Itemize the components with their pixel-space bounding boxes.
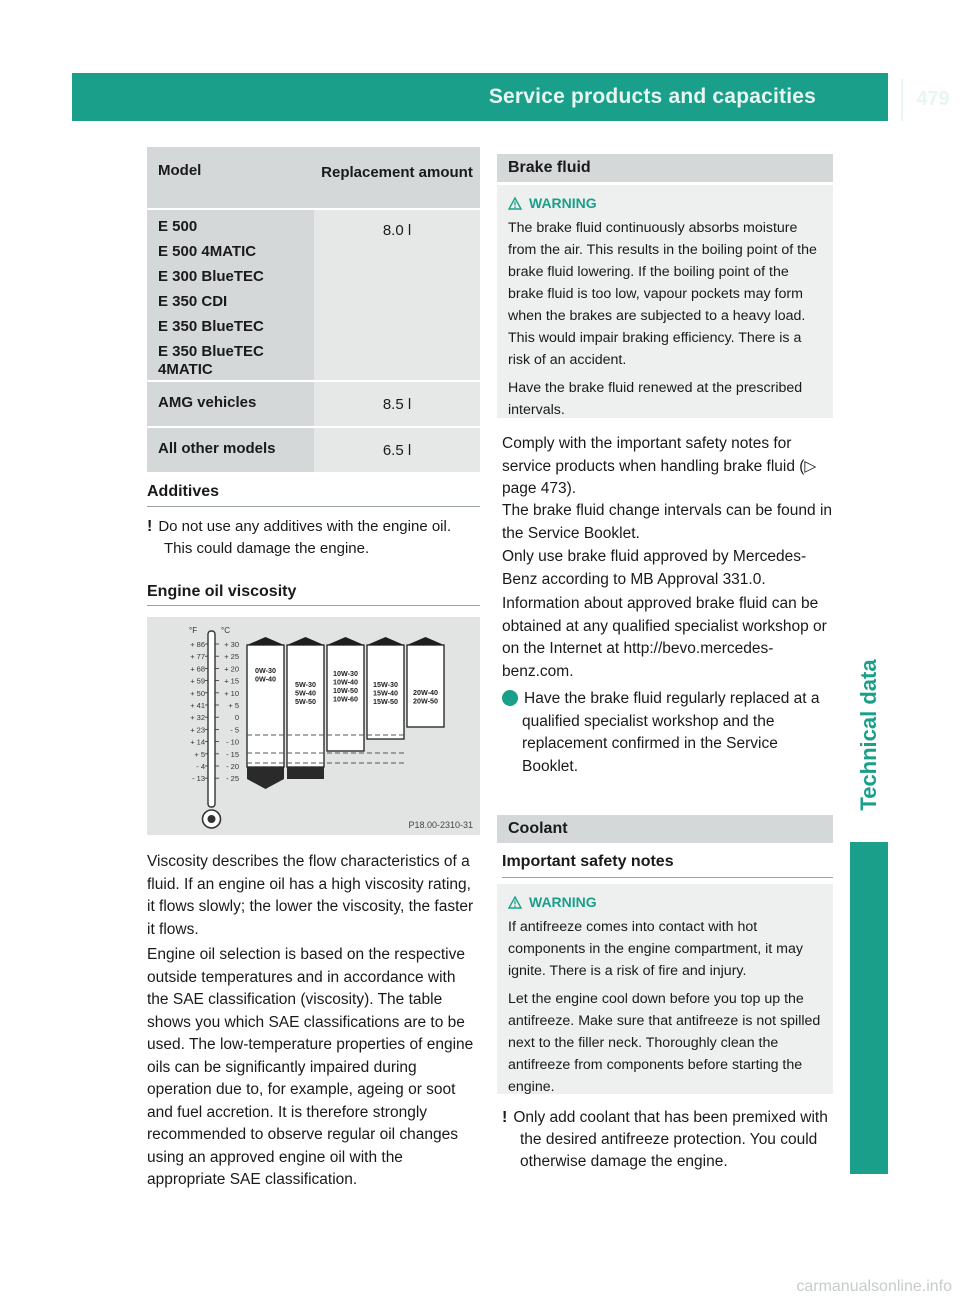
grade-column-cap <box>287 637 324 645</box>
celsius-tick: + 15 <box>224 676 239 686</box>
fahrenheit-tick: + 68 <box>190 664 205 674</box>
coolant-warning-box <box>497 884 833 1094</box>
thermometer-tube <box>208 631 215 807</box>
grade-column <box>407 645 444 727</box>
fahrenheit-tick: + 86 <box>190 640 205 649</box>
table-header-model: Model <box>158 162 202 179</box>
warning-text: Let the engine cool down before you top up the antifreeze. Make sure that antifreeze is not spilled next to the filler neck. Thoroughly clean the antifreeze from components before starting the engine. <box>508 991 821 1095</box>
grade-column-cap <box>247 637 284 645</box>
grade-label: 15W-50 <box>372 697 399 706</box>
additives-notice <box>147 516 480 560</box>
info-text: Have the brake fluid regularly replaced at a qualified specialist workshop and the replacement confirmed in the Service Booklet. <box>522 690 820 775</box>
celsius-tick: + 30 <box>224 640 239 649</box>
notice-text: Do not use any additives with the engine oil. This could damage the engine. <box>158 518 452 557</box>
model-name: E 300 BlueTEC <box>158 268 264 285</box>
low-temp-band <box>247 767 284 779</box>
chapter-tab <box>850 635 888 835</box>
grade-label: 10W-50 <box>332 686 359 695</box>
chapter-marker <box>850 842 888 1174</box>
fahrenheit-tick: + 23 <box>190 725 205 735</box>
model-name: E 500 4MATIC <box>158 243 257 260</box>
warning-triangle-icon <box>508 197 522 210</box>
celsius-tick: - 15 <box>226 749 239 759</box>
unit-celsius: °C <box>221 626 230 635</box>
model-name: E 350 BlueTEC 4MATIC <box>158 343 264 378</box>
table-row <box>147 382 480 426</box>
amount-value: 8.5 l <box>314 382 480 426</box>
grade-label: 15W-30 <box>372 680 399 689</box>
fahrenheit-tick: + 77 <box>190 652 205 662</box>
warning-text: Have the brake fluid renewed at the prescribed intervals. <box>508 380 803 418</box>
grade-label: 0W-40 <box>254 674 277 684</box>
celsius-tick: + 25 <box>224 652 239 662</box>
table-header <box>147 147 480 208</box>
unit-fahrenheit: °F <box>189 626 198 635</box>
viscosity-paragraph: Engine oil selection is based on the respective outside temperatures and in accordance with the SAE classification (viscosity). The table shows you which SAE classifications are to be used. The low-temperature properties of engine oils can be significantly impaired during operation due to, for example, ageing or soot and fuel accretion. It is therefore strongly recommended to observe regular oil changes using an approved engine oil with the appropriate SAE classification. <box>147 946 474 1188</box>
warning-label: WARNING <box>529 195 597 211</box>
grade-label: 10W-30 <box>332 669 359 678</box>
grade-label: 5W-50 <box>294 697 317 706</box>
warning-text: If antifreeze comes into contact with hot components in the engine compartment, it may ignite. There is a risk of fire and injury. <box>508 919 803 979</box>
grade-label: 15W-40 <box>372 688 399 698</box>
fahrenheit-tick: - 4 <box>196 762 205 771</box>
fahrenheit-tick: + 5 <box>194 749 205 759</box>
page-header <box>72 73 950 121</box>
brake-warning-box <box>497 185 833 418</box>
brake-paragraph: The brake fluid change intervals can be found in the Service Booklet. <box>502 502 833 542</box>
warning-title <box>508 894 823 910</box>
section-title: Service products and capacities <box>488 85 816 108</box>
fahrenheit-tick: + 14 <box>190 737 205 747</box>
divider <box>147 605 480 606</box>
model-name: AMG vehicles <box>158 394 257 411</box>
grade-label: 10W-40 <box>332 677 359 687</box>
notice-text: Only add coolant that has been premixed with the desired antifreeze protection. You could otherwise damage the engine. <box>513 1109 828 1170</box>
celsius-tick: + 20 <box>224 664 239 674</box>
coolant-notice <box>502 1107 835 1173</box>
chapter-tab-label: Technical data <box>856 659 881 811</box>
grade-column-cap <box>407 637 444 645</box>
celsius-tick: - 20 <box>226 762 239 771</box>
model-name: E 350 BlueTEC <box>158 318 264 335</box>
grade-label: 20W-40 <box>412 688 439 697</box>
grade-label: 20W-50 <box>412 696 439 706</box>
celsius-tick: + 5 <box>228 701 239 710</box>
grade-column-cap <box>327 637 364 645</box>
viscosity-chart-svg <box>147 617 480 835</box>
grade-label: 5W-30 <box>294 680 317 689</box>
table-header-amount: Replacement amount <box>321 164 473 181</box>
warning-label: WARNING <box>529 894 597 910</box>
celsius-tick: - 10 <box>226 737 239 747</box>
low-temp-arrow <box>247 779 284 789</box>
fahrenheit-tick: + 59 <box>190 676 205 686</box>
divider <box>502 877 833 878</box>
brake-paragraph: Comply with the important safety notes for service products when handling brake fluid (▷ page 473). <box>502 435 817 497</box>
brake-fluid-heading: Brake fluid <box>497 154 833 182</box>
coolant-heading: Coolant <box>497 815 833 843</box>
exclamation-icon: ! <box>147 518 153 535</box>
warning-title <box>508 195 823 211</box>
fahrenheit-tick: + 50 <box>190 688 205 698</box>
additives-heading: Additives <box>147 483 220 500</box>
warning-triangle-icon <box>508 896 522 909</box>
model-name: E 350 CDI <box>158 293 228 310</box>
grade-column <box>287 645 324 767</box>
page-number: 479 <box>916 88 950 110</box>
figure-code: P18.00-2310-31 <box>408 820 473 830</box>
celsius-tick: - 5 <box>230 725 239 735</box>
table-row <box>147 210 480 380</box>
viscosity-chart <box>147 617 480 835</box>
celsius-tick: - 25 <box>226 774 239 784</box>
low-temp-band <box>287 767 324 779</box>
thermometer-bulb-fill <box>208 815 216 823</box>
viscosity-paragraph: Viscosity describes the flow characteristics of a fluid. If an engine oil has a high viscosity rating, it flows slowly; the lower the viscosity, the faster it flows. <box>147 853 474 938</box>
grade-column-cap <box>367 637 404 645</box>
model-name: All other models <box>158 440 276 457</box>
engine-oil-capacity-table <box>147 147 480 472</box>
table-row <box>147 428 480 472</box>
safety-notes-heading: Important safety notes <box>502 853 674 870</box>
info-icon: i <box>502 690 518 706</box>
amount-value: 8.0 l <box>314 210 480 380</box>
brake-paragraph: Information about approved brake fluid can be obtained at any qualified specialist workshop or on the Internet at http://bevo.mercedes-benz.com. <box>502 595 827 680</box>
footer-watermark: carmanualsonline.info <box>796 1278 952 1295</box>
grade-column <box>247 645 284 767</box>
fahrenheit-tick: + 32 <box>190 713 205 723</box>
fahrenheit-tick: - 13 <box>192 774 205 784</box>
exclamation-icon: ! <box>502 1109 508 1126</box>
header-divider <box>901 79 903 121</box>
divider <box>147 506 480 507</box>
viscosity-heading: Engine oil viscosity <box>147 583 297 600</box>
brake-paragraph: Only use brake fluid approved by Mercedes-Benz according to MB Approval 331.0. <box>502 548 807 588</box>
grade-label: 5W-40 <box>294 688 317 698</box>
grade-label: 0W-30 <box>254 666 277 675</box>
brake-info-note <box>498 688 835 778</box>
fahrenheit-tick: + 41 <box>190 701 205 710</box>
amount-value: 6.5 l <box>314 428 480 472</box>
grade-label: 10W-60 <box>332 694 359 704</box>
model-name: E 500 <box>158 218 198 235</box>
celsius-tick: 0 <box>234 713 239 723</box>
warning-text: The brake fluid continuously absorbs moisture from the air. This results in the boiling point of the brake fluid lowering. If the boiling point of the brake fluid is too low, vapour pockets may form when the brakes are subjected to a heavy load. This would impair braking efficiency. There is a risk of an accident. <box>508 220 817 368</box>
celsius-tick: + 10 <box>224 688 239 698</box>
